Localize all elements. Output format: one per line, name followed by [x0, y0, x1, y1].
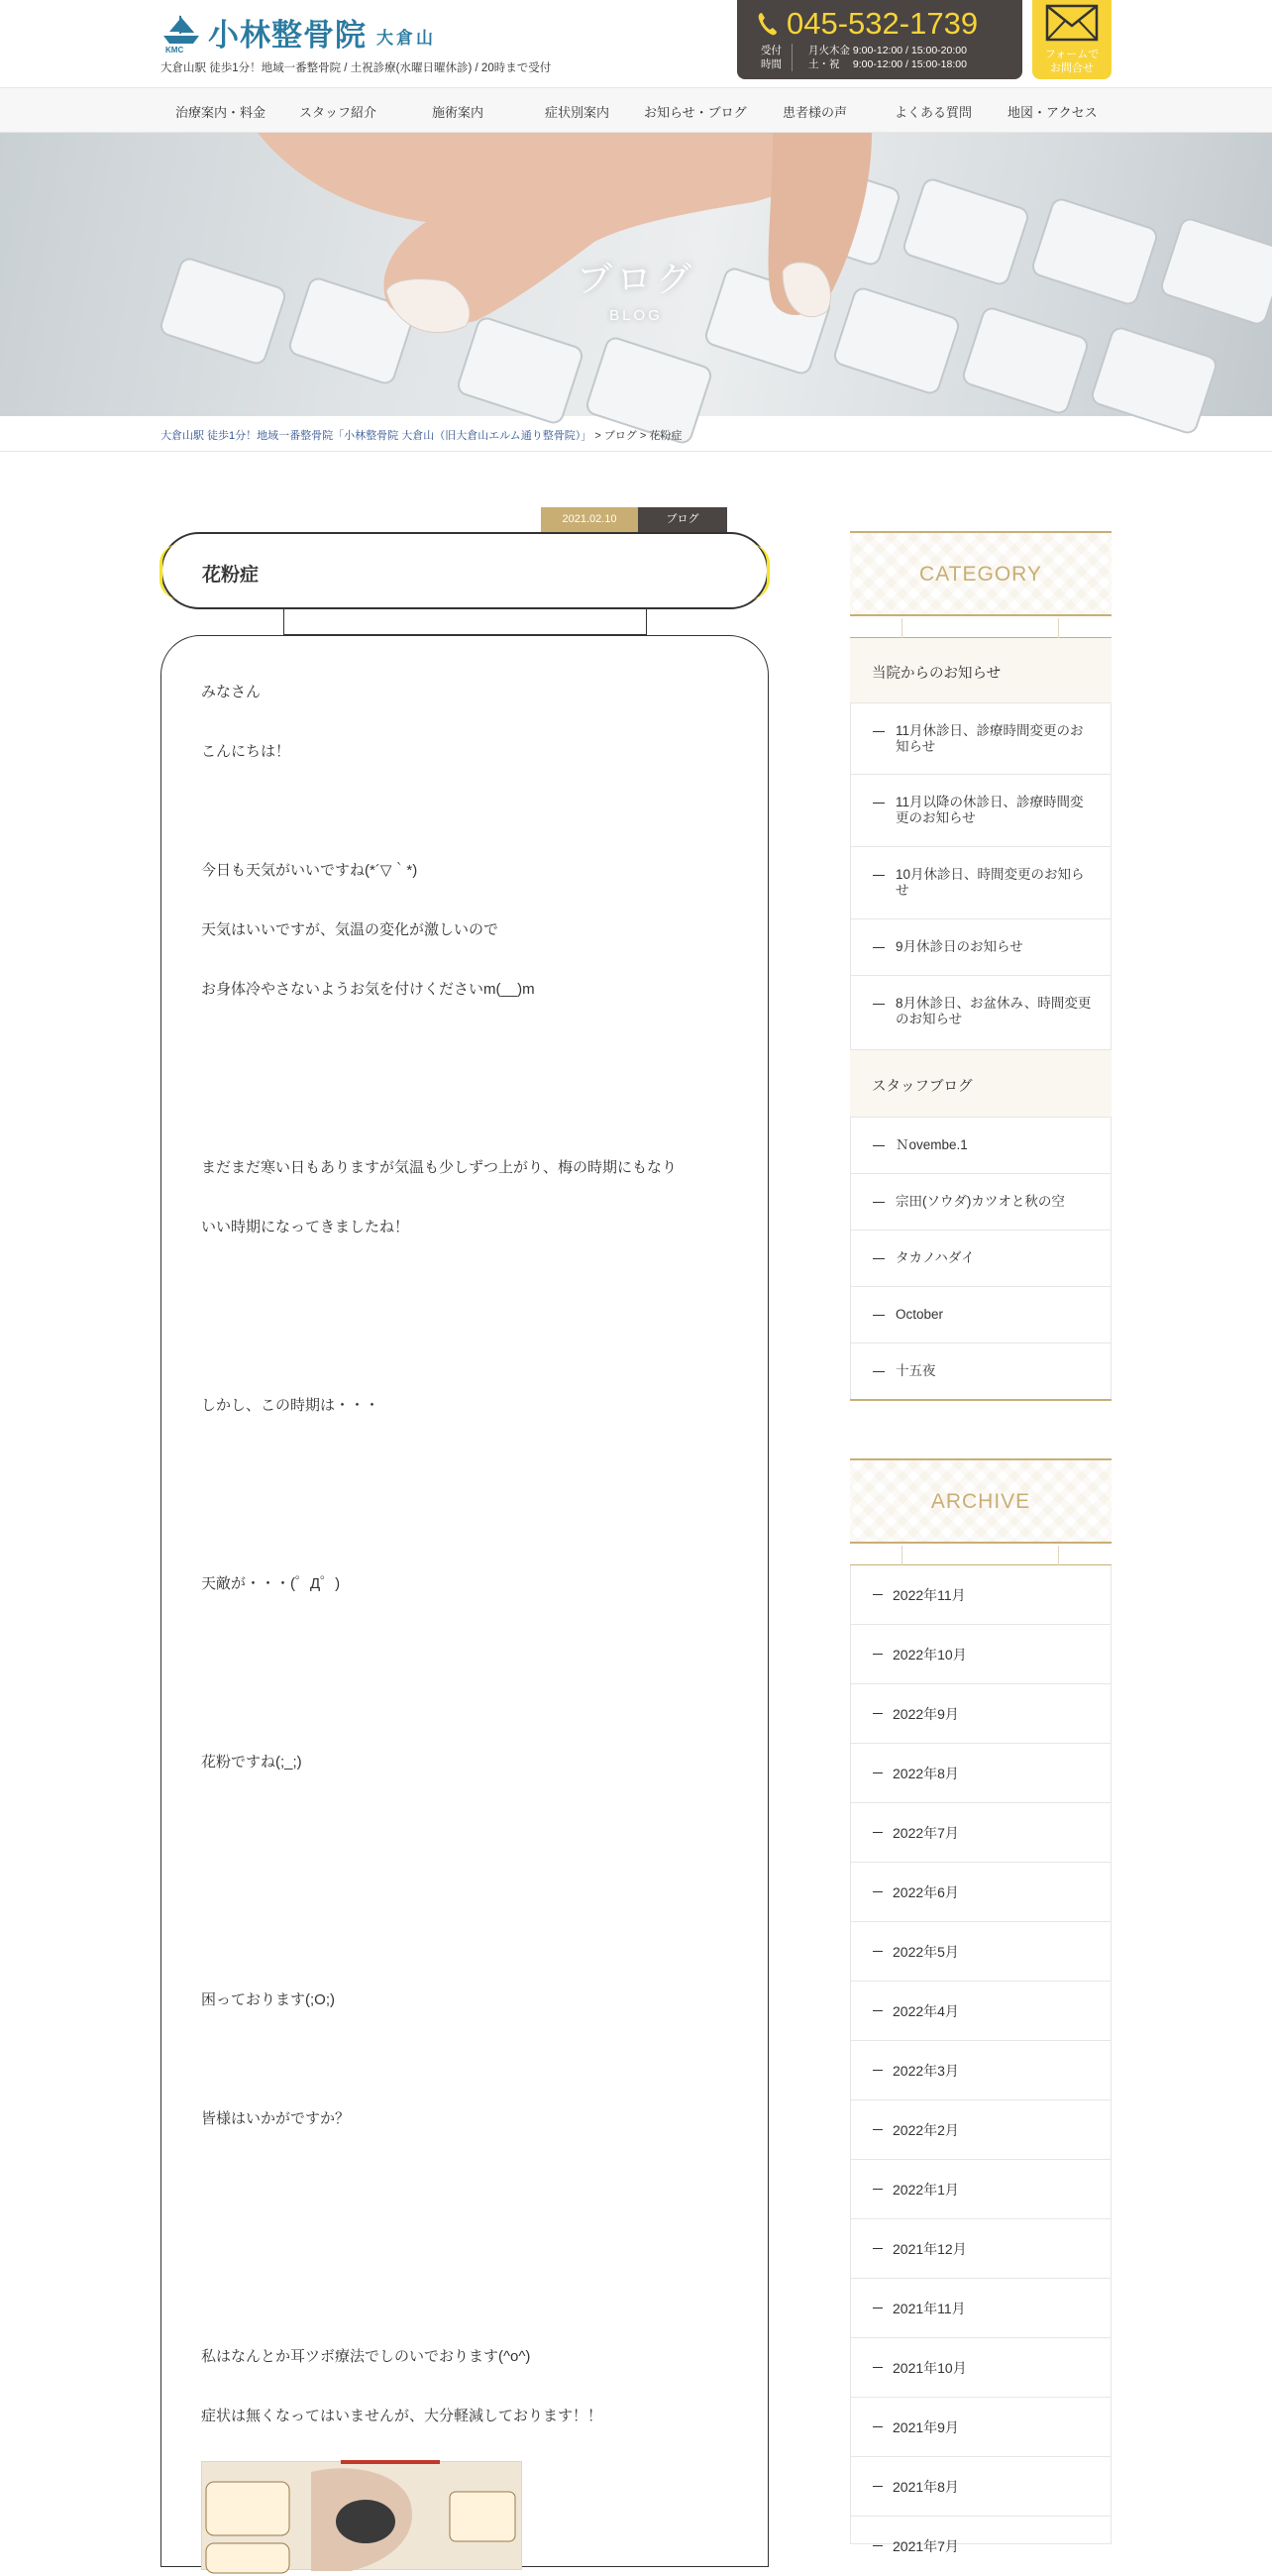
- post-paragraph: しかし、この時期は・・・: [201, 1397, 380, 1414]
- category-post-link[interactable]: 9月休診日のお知らせ: [850, 919, 1112, 976]
- archive-link[interactable]: 2022年4月: [850, 1982, 1112, 2041]
- nav-treatment-fees[interactable]: 治療案内・料金: [175, 105, 266, 120]
- phone-number[interactable]: 045-532-1739: [787, 6, 979, 41]
- post-paragraph: 天気はいいですが、気温の変化が激しいので: [201, 921, 499, 938]
- archive-link[interactable]: 2022年2月: [850, 2100, 1112, 2160]
- archive-link[interactable]: 2021年9月: [850, 2398, 1112, 2457]
- category-post-link[interactable]: 11月休診日、診療時間変更のお知らせ: [850, 703, 1112, 775]
- category-heading: CATEGORY: [919, 563, 1042, 586]
- nav-staff[interactable]: スタッフ紹介: [299, 105, 377, 120]
- archive-link[interactable]: 2022年1月: [850, 2160, 1112, 2219]
- archive-link[interactable]: 2021年8月: [850, 2457, 1112, 2517]
- post-paragraph: 今日も天気がいいですね(*´▽｀*): [201, 862, 418, 879]
- divider: [646, 609, 647, 635]
- nav-procedures[interactable]: 施術案内: [432, 105, 484, 120]
- breadcrumb-sep: >: [591, 430, 604, 442]
- nav-patient-voices[interactable]: 患者様の声: [783, 105, 848, 120]
- archive-link[interactable]: 2022年7月: [850, 1803, 1112, 1863]
- hours-label: 受付 時間: [761, 44, 793, 71]
- divider: [850, 618, 1112, 638]
- post-content: [160, 635, 769, 2567]
- logo-subtitle: 大倉山: [376, 29, 436, 48]
- breadcrumb-blog[interactable]: ブログ: [603, 430, 637, 442]
- hero-banner: [0, 133, 1272, 416]
- archive-link[interactable]: 2022年10月: [850, 1625, 1112, 1684]
- archive-link[interactable]: 2021年7月: [850, 2517, 1112, 2544]
- breadcrumb: [160, 427, 682, 443]
- category-post-link[interactable]: 10月休診日、時間変更のお知らせ: [850, 847, 1112, 919]
- phone-icon: [757, 11, 779, 37]
- nav-access[interactable]: 地図・アクセス: [1007, 105, 1098, 120]
- post-paragraph: 天敵が・・・(゜Д゜): [201, 1575, 341, 1592]
- title-accent: [159, 544, 179, 599]
- category-heading-box: [850, 531, 1112, 616]
- breadcrumb-home[interactable]: 大倉山駅 徒歩1分！地域一番整骨院「小林整骨院 大倉山（旧大倉山エルム通り整骨院）」: [160, 430, 592, 442]
- archive-heading-box: [850, 1458, 1112, 1544]
- archive-link[interactable]: 2021年11月: [850, 2279, 1112, 2338]
- post-paragraph: 困っております(;O;): [201, 1991, 335, 2008]
- header-tagline: 大倉山駅 徒歩1分！地域一番整骨院 / 土祝診療(水曜日曜休診) / 20時まで受付: [160, 62, 552, 74]
- archive-link[interactable]: 2022年5月: [850, 1922, 1112, 1982]
- post-paragraph: 症状は無くなってはいませんが、大分軽減しております！！: [201, 2408, 603, 2424]
- title-accent: [750, 544, 770, 599]
- post-category[interactable]: ブログ: [638, 507, 727, 532]
- mail-icon: [1045, 4, 1099, 42]
- site-logo[interactable]: [160, 14, 551, 75]
- post-paragraph: 私はなんとか耳ツボ療法でしのいでおります(^o^): [201, 2348, 531, 2365]
- business-hours: 月火木金 9:00-12:00 / 15:00-20:00 土・祝 9:00-12:00 / 15:00-18:00: [808, 45, 967, 70]
- divider: [283, 609, 284, 635]
- post-paragraph: こんにちは！: [201, 743, 291, 760]
- archive-link[interactable]: 2022年8月: [850, 1744, 1112, 1803]
- nav-news-blog[interactable]: お知らせ・ブログ: [644, 105, 747, 120]
- archive-link[interactable]: 2022年9月: [850, 1684, 1112, 1744]
- category-post-link[interactable]: Ｎovembe.1: [850, 1118, 1112, 1174]
- post-date: 2021.02.10: [541, 507, 638, 532]
- category-post-link[interactable]: 十五夜: [850, 1343, 1112, 1400]
- contact-form-button[interactable]: [1032, 0, 1112, 79]
- post-paragraph: お身体冷やさないようお気を付けくださいm(__)m: [201, 981, 535, 998]
- post-paragraph: 花粉ですね(;_;): [201, 1754, 302, 1771]
- form-label-1: フォームで: [1044, 49, 1100, 60]
- ear-acupoint-image: [201, 2461, 522, 2570]
- post-paragraph: みなさん: [201, 684, 262, 700]
- archive-link[interactable]: 2021年10月: [850, 2338, 1112, 2398]
- category-post-link[interactable]: 8月休診日、お盆休み、時間変更のお知らせ: [850, 976, 1112, 1050]
- global-nav: [0, 87, 1272, 133]
- divider: [850, 1399, 1112, 1401]
- ship-logo-icon: [160, 14, 202, 54]
- hero-subtitle: BLOG: [609, 307, 663, 324]
- category-post-link[interactable]: タカノハダイ: [850, 1231, 1112, 1287]
- archive-heading: ARCHIVE: [930, 1490, 1031, 1513]
- post-title-box: [160, 532, 769, 609]
- category-post-link[interactable]: 宗田(ソウダ)カツオと秋の空: [850, 1174, 1112, 1231]
- archive-link[interactable]: 2022年11月: [850, 1565, 1112, 1625]
- post-paragraph: 皆様はいかがですか？: [201, 2110, 351, 2127]
- nav-faq[interactable]: よくある質問: [895, 105, 973, 120]
- logo-title: 小林整骨院: [208, 18, 367, 53]
- post-title: 花粉症: [202, 565, 260, 586]
- category-group-notices[interactable]: 当院からのお知らせ: [850, 638, 1112, 703]
- category-group-staff-blog[interactable]: スタッフブログ: [850, 1050, 1112, 1118]
- nav-symptoms[interactable]: 症状別案内: [545, 105, 610, 120]
- category-post-link[interactable]: 11月以降の休診日、診療時間変更のお知らせ: [850, 775, 1112, 847]
- divider: [850, 1546, 1112, 1565]
- archive-link[interactable]: 2021年12月: [850, 2219, 1112, 2279]
- divider: [0, 451, 1272, 452]
- category-post-link[interactable]: October: [850, 1287, 1112, 1343]
- phone-box[interactable]: [737, 0, 1022, 79]
- logo-kmc-text: KMC: [165, 46, 184, 54]
- breadcrumb-current: 花粉症: [649, 430, 683, 442]
- post-paragraph: まだまだ寒い日もありますが気温も少しずつ上がり、梅の時期にもなり: [201, 1159, 678, 1176]
- post-paragraph: いい時期になってきましたね！: [201, 1219, 410, 1235]
- hero-title: ブログ: [576, 259, 695, 299]
- breadcrumb-sep: >: [636, 430, 650, 442]
- site-header: [0, 0, 1272, 87]
- form-label-2: お問合せ: [1050, 62, 1094, 74]
- archive-link[interactable]: 2022年6月: [850, 1863, 1112, 1922]
- archive-link[interactable]: 2022年3月: [850, 2041, 1112, 2100]
